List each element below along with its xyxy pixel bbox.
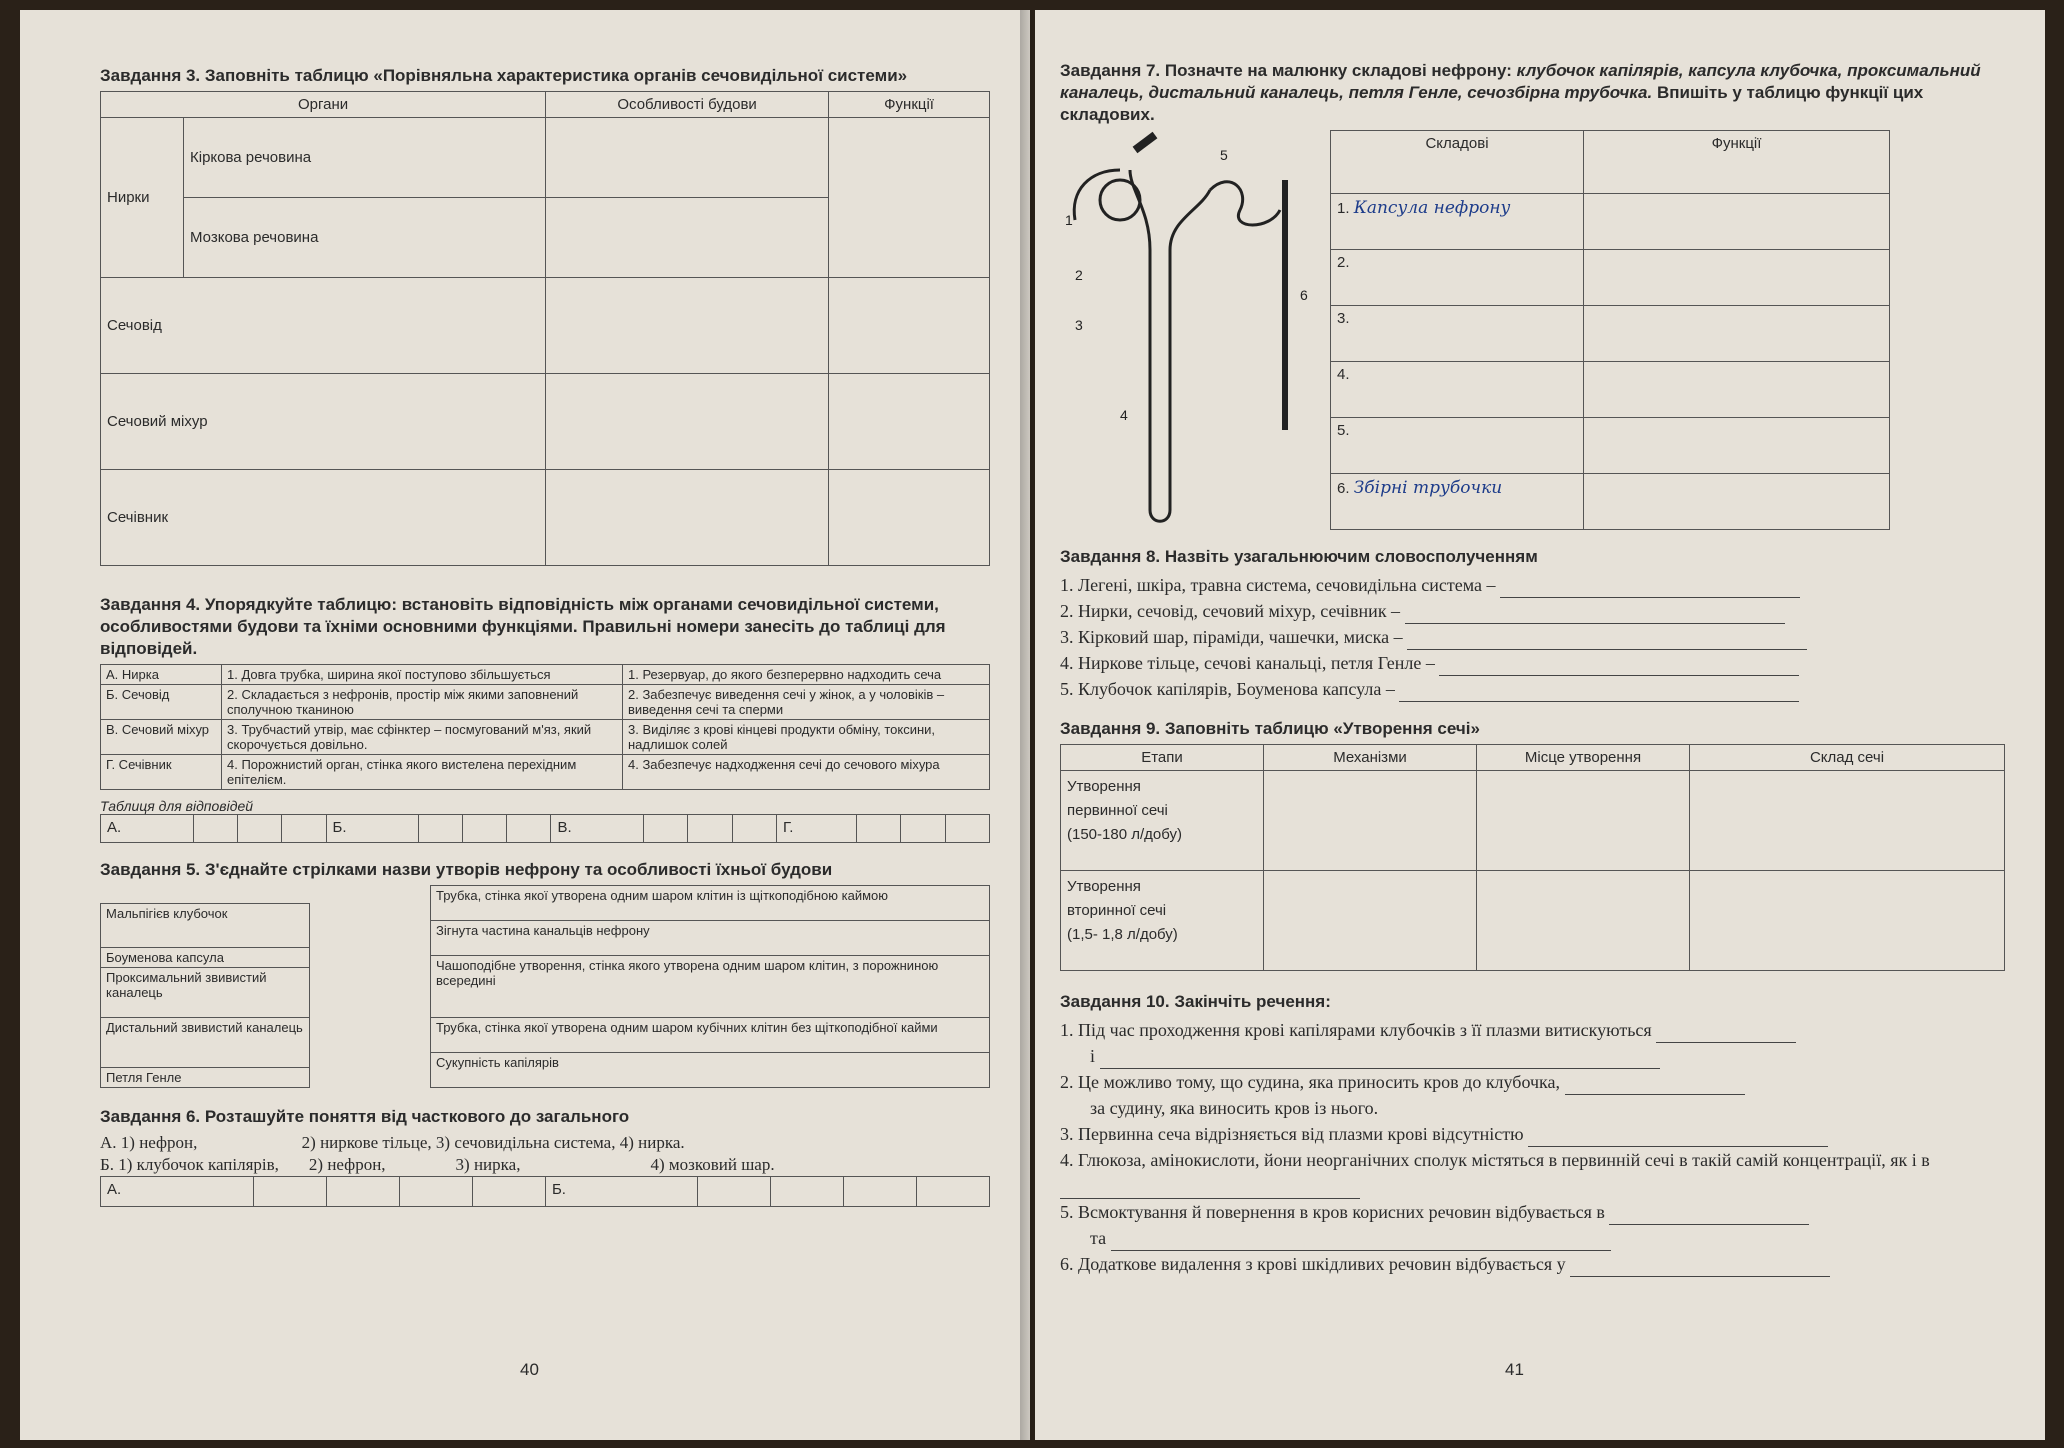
t5-left-item[interactable]: Дистальний звивистий каналець — [101, 1018, 310, 1068]
t3-kidney: Нирки — [101, 118, 184, 278]
t5-right-item[interactable]: Зігнута частина канальців нефрону — [431, 921, 990, 956]
t9-header-place: Місце утворення — [1477, 745, 1690, 771]
t7-title-end: Впишіть у таблицю функції цих складових. — [1060, 83, 1924, 124]
t10-text: 1. Під час проходження крові капілярами клубочків з її плазми витискуються — [1060, 1020, 1652, 1040]
t6-answer-table — [100, 1176, 990, 1207]
t3-medulla: Мозкова речовина — [184, 198, 546, 278]
t4-answer-cell[interactable] — [193, 815, 237, 843]
t10-text: 4. Глюкоза, амінокислоти, йони неорганічних сполук містяться в первинній сечі в такій самій концентрації, як і в — [1060, 1150, 1930, 1170]
task8-title: Завдання 8. Назвіть узагальнюючим словосполученням — [1060, 547, 1538, 566]
t8-blank[interactable] — [1407, 631, 1807, 650]
t3-row-urethra: Сечівник — [101, 470, 546, 566]
t7-cell[interactable] — [1584, 474, 1890, 530]
diagram-label-6: 6 — [1300, 287, 1308, 303]
page-number-right: 41 — [1505, 1360, 1524, 1379]
t4-organ: Б. Сечовід — [101, 685, 222, 720]
t7-cell[interactable] — [1584, 306, 1890, 362]
t3-cell[interactable] — [546, 198, 829, 278]
t4-structure: 1. Довга трубка, ширина якої поступово збільшується — [222, 665, 623, 685]
t10-item — [1060, 1017, 2005, 1043]
t4-answer-cell[interactable] — [945, 815, 989, 843]
t10-blank[interactable] — [1609, 1206, 1809, 1225]
t7-num: 1. — [1337, 200, 1350, 217]
t7-num: 2. — [1337, 254, 1350, 271]
t7-num: 6. — [1337, 480, 1350, 497]
t9-stage-text: (1,5- 1,8 л/добу) — [1067, 926, 1178, 943]
diagram-label-1: 1 — [1065, 212, 1073, 228]
t6-answer-cell[interactable] — [472, 1177, 545, 1207]
t10-blank[interactable] — [1111, 1232, 1611, 1251]
t3-cortex: Кіркова речовина — [184, 118, 546, 198]
task10-list — [1060, 1017, 2005, 1277]
t9-stage-text: (150-180 л/добу) — [1067, 826, 1182, 843]
t7-cell[interactable] — [1584, 418, 1890, 474]
t8-blank[interactable] — [1439, 657, 1799, 676]
task3-title: Завдання 3. Заповніть таблицю «Порівняльна характеристика органів сечовидільної системи» — [100, 66, 908, 85]
t4-answer-table — [100, 814, 990, 843]
t3-cell[interactable] — [829, 118, 990, 278]
t3-header-organs: Органи — [101, 92, 546, 118]
t7-header-components: Складові — [1331, 131, 1584, 194]
t10-item — [1060, 1069, 2005, 1095]
t8-item — [1060, 650, 2005, 676]
t8-blank[interactable] — [1399, 683, 1799, 702]
t10-text: і — [1090, 1046, 1096, 1066]
t7-row-3[interactable] — [1331, 306, 1584, 362]
t9-stage-text: Утворення — [1067, 778, 1141, 795]
t4-function: 4. Забезпечує надходження сечі до сечового міхура — [623, 755, 990, 790]
t10-text: та — [1090, 1228, 1107, 1248]
t9-header-composition: Склад сечі — [1690, 745, 2005, 771]
t6-answer-cell[interactable] — [326, 1177, 399, 1207]
distal-tubule — [1210, 182, 1280, 225]
t6-line-b — [100, 1154, 990, 1176]
task7-table — [1330, 130, 1890, 530]
left-page — [20, 10, 1030, 1440]
t6-line-a — [100, 1132, 990, 1154]
t10-item — [1060, 1251, 2005, 1277]
t3-cell[interactable] — [546, 118, 829, 198]
t4-function: 3. Виділяє з крові кінцеві продукти обміну, токсини, надлишок солей — [623, 720, 990, 755]
task9-table — [1060, 744, 2005, 971]
t7-num: 3. — [1337, 310, 1350, 327]
t6-answer-b: Б. — [545, 1177, 697, 1207]
t6-answer-cell[interactable] — [770, 1177, 843, 1207]
t4-structure: 3. Трубчастий утвір, має сфінктер – посмугований м'яз, який скорочується довільно. — [222, 720, 623, 755]
t7-cell[interactable] — [1584, 362, 1890, 418]
t3-row-bladder: Сечовий міхур — [101, 374, 546, 470]
task7-title — [1060, 60, 2005, 126]
t10-text: 6. Додаткове видалення з крові шкідливих речовин відбувається у — [1060, 1254, 1566, 1274]
t8-item — [1060, 676, 2005, 702]
t8-text: 3. Кірковий шар, піраміди, чашечки, миска – — [1060, 627, 1403, 647]
t8-blank[interactable] — [1405, 605, 1785, 624]
t6-answer-cell[interactable] — [843, 1177, 916, 1207]
t6-a-part: А. 1) нефрон, — [100, 1133, 198, 1152]
t4-organ: В. Сечовий міхур — [101, 720, 222, 755]
t4-answer-cell[interactable] — [732, 815, 776, 843]
t7-row-1[interactable] — [1331, 194, 1584, 250]
t4-organ: Г. Сечівник — [101, 755, 222, 790]
page-number-left: 40 — [520, 1360, 539, 1379]
t5-right-item[interactable]: Трубка, стінка якої утворена одним шаром кубічних клітин без щіткоподібної кайми — [431, 1017, 990, 1052]
t10-text: 3. Первинна сеча відрізняється від плазми крові відсутністю — [1060, 1124, 1524, 1144]
t7-title-lead: Завдання 7. Позначте на малюнку складові нефрону: — [1060, 61, 1512, 80]
t5-left-table — [100, 903, 310, 1088]
t10-item — [1060, 1147, 2005, 1199]
t6-answer-cell[interactable] — [253, 1177, 326, 1207]
t5-left-item[interactable]: Проксимальний звивистий каналець — [101, 968, 310, 1018]
t4-answer-g: Г. — [777, 815, 857, 843]
t4-answer-cell[interactable] — [418, 815, 462, 843]
t7-cell[interactable] — [1584, 250, 1890, 306]
t4-function: 1. Резервуар, до якого безперервно надходить сеча — [623, 665, 990, 685]
t8-item — [1060, 598, 2005, 624]
t9-cell[interactable] — [1264, 771, 1477, 871]
t4-answer-cell[interactable] — [507, 815, 551, 843]
t10-blank[interactable] — [1100, 1050, 1660, 1069]
t10-text: 5. Всмоктування й повернення в кров корисних речовин відбувається в — [1060, 1202, 1605, 1222]
t7-title-components: клубочок капілярів, капсула клубочка, проксимальний каналець, дистальний каналець, петля Генле, сечозбірна трубочка. — [1060, 61, 1981, 102]
t3-row-ureter: Сечовід — [101, 278, 546, 374]
diagram-label-3: 3 — [1075, 317, 1083, 333]
t6-answer-cell[interactable] — [916, 1177, 989, 1207]
t6-b-part: 3) нирка, — [455, 1155, 521, 1174]
t7-num: 5. — [1337, 422, 1350, 439]
t6-b-part: 4) мозковий шар. — [650, 1155, 775, 1174]
t10-blank[interactable] — [1656, 1024, 1796, 1043]
t5-left-item[interactable]: Мальпігієв клубочок — [101, 904, 310, 948]
task6-title: Завдання 6. Розташуйте поняття від часткового до загального — [100, 1107, 630, 1126]
t3-header-structure: Особливості будови — [546, 92, 829, 118]
right-page — [1035, 10, 2045, 1440]
t10-item — [1060, 1043, 2005, 1069]
t6-answer-cell[interactable] — [399, 1177, 472, 1207]
task5-title: Завдання 5. З'єднайте стрілками назви утворів нефрону та особливості їхньої будови — [100, 860, 833, 879]
t4-function: 2. Забезпечує виведення сечі у жінок, а у чоловіків – виведення сечі та сперми — [623, 685, 990, 720]
capsule — [1074, 170, 1120, 220]
t10-blank[interactable] — [1565, 1076, 1745, 1095]
t8-blank[interactable] — [1500, 579, 1800, 598]
t3-cell[interactable] — [829, 470, 990, 566]
t5-left-item[interactable]: Петля Генле — [101, 1068, 310, 1088]
t9-stage-text: Утворення — [1067, 878, 1141, 895]
t7-row-4[interactable] — [1331, 362, 1584, 418]
t3-cell[interactable] — [829, 278, 990, 374]
t7-num: 4. — [1337, 366, 1350, 383]
t10-item — [1060, 1095, 2005, 1121]
t10-blank[interactable] — [1570, 1258, 1830, 1277]
task4-title: Завдання 4. Упорядкуйте таблицю: встановіть відповідність між органами сечовидільної системи, особливостями будови та їхніми основними функціями. Правильні номери занесіть до таблиці для відповідей. — [100, 595, 946, 658]
diagram-label-5: 5 — [1220, 147, 1228, 163]
t10-item — [1060, 1121, 2005, 1147]
nephron-loop-descending — [1130, 170, 1150, 510]
t7-handwriting: Капсула нефрону — [1353, 198, 1511, 218]
t10-text: за судину, яка виносить кров із нього. — [1090, 1098, 1379, 1118]
t10-item — [1060, 1199, 2005, 1225]
t10-item — [1060, 1225, 2005, 1251]
t6-b-part: Б. 1) клубочок капілярів, — [100, 1155, 279, 1174]
diagram-label-2: 2 — [1075, 267, 1083, 283]
t4-answer-cell[interactable] — [688, 815, 732, 843]
t3-header-functions: Функції — [829, 92, 990, 118]
t7-handwriting: Збірні трубочки — [1353, 478, 1503, 498]
t8-text: 5. Клубочок капілярів, Боуменова капсула – — [1060, 679, 1395, 699]
t7-cell[interactable] — [1584, 194, 1890, 250]
t4-answer-cell[interactable] — [282, 815, 326, 843]
t9-header-mechanisms: Механізми — [1264, 745, 1477, 771]
t10-blank[interactable] — [1528, 1128, 1828, 1147]
t4-structure: 4. Порожнистий орган, стінка якого вистелена перехідним епітелієм. — [222, 755, 623, 790]
t5-right-item[interactable]: Трубка, стінка якої утворена одним шаром клітин із щіткоподібною каймою — [431, 886, 990, 921]
t4-answer-v: В. — [551, 815, 644, 843]
glomerulus — [1100, 180, 1140, 220]
t4-organ: А. Нирка — [101, 665, 222, 685]
t4-answer-caption: Таблиця для відповідей — [100, 798, 254, 814]
task4-table — [100, 664, 990, 790]
t5-right-item[interactable]: Чашоподібне утворення, стінка якого утворена одним шаром клітин, з порожниною всередині — [431, 956, 990, 1017]
t8-text: 4. Ниркове тільце, сечові канальці, петля Генле – — [1060, 653, 1435, 673]
t9-cell[interactable] — [1477, 771, 1690, 871]
t9-cell[interactable] — [1264, 871, 1477, 971]
t4-answer-a: А. — [101, 815, 194, 843]
t5-right-item[interactable]: Сукупність капілярів — [431, 1052, 990, 1087]
t3-cell[interactable] — [546, 278, 829, 374]
t3-cell[interactable] — [546, 374, 829, 470]
t4-structure: 2. Складається з нефронів, простір між якими заповнений сполучною тканиною — [222, 685, 623, 720]
task5-columns — [100, 885, 990, 1088]
t10-blank[interactable] — [1060, 1180, 1360, 1199]
t7-row-6[interactable] — [1331, 474, 1584, 530]
t6-a-part: 2) ниркове тільце, 3) сечовидільна система, 4) нирка. — [301, 1133, 685, 1152]
t9-stage-text: вторинної сечі — [1067, 902, 1167, 919]
t4-answer-cell[interactable] — [901, 815, 945, 843]
t10-text: 2. Це можливо тому, що судина, яка приносить кров до клубочка, — [1060, 1072, 1561, 1092]
t6-answer-a: А. — [101, 1177, 254, 1207]
t3-cell[interactable] — [546, 470, 829, 566]
t8-text: 1. Легені, шкіра, травна система, сечовидільна система – — [1060, 575, 1496, 595]
t6-answer-cell[interactable] — [697, 1177, 770, 1207]
t4-answer-cell[interactable] — [644, 815, 688, 843]
diagram-label-4: 4 — [1120, 407, 1128, 423]
t7-row-5[interactable] — [1331, 418, 1584, 474]
t9-cell[interactable] — [1477, 871, 1690, 971]
t7-row-2[interactable] — [1331, 250, 1584, 306]
t4-answer-cell[interactable] — [237, 815, 281, 843]
t4-answer-cell[interactable] — [462, 815, 506, 843]
t4-answer-b: Б. — [326, 815, 418, 843]
nephron-loop-ascending — [1170, 190, 1210, 510]
t9-cell[interactable] — [1690, 871, 2005, 971]
t7-header-functions: Функції — [1584, 131, 1890, 194]
t9-header-stages: Етапи — [1061, 745, 1264, 771]
task8-list — [1060, 572, 2005, 702]
t8-text: 2. Нирки, сечовід, сечовий міхур, сечівник – — [1060, 601, 1401, 621]
t5-left-item[interactable]: Боуменова капсула — [101, 948, 310, 968]
t9-stage-primary — [1061, 771, 1264, 871]
t5-right-table — [430, 885, 990, 1088]
t9-stage-text: первинної сечі — [1067, 802, 1168, 819]
t9-stage-secondary — [1061, 871, 1264, 971]
t6-b-part: 2) нефрон, — [308, 1155, 386, 1174]
t8-item — [1060, 572, 2005, 598]
t3-cell[interactable] — [829, 374, 990, 470]
nephron-diagram — [1060, 130, 1320, 530]
task10-title: Завдання 10. Закінчіть речення: — [1060, 992, 1331, 1011]
task3-table — [100, 91, 990, 566]
task7-body — [1060, 130, 2005, 530]
t4-answer-cell[interactable] — [856, 815, 900, 843]
t8-item — [1060, 624, 2005, 650]
task9-title: Завдання 9. Заповніть таблицю «Утворення сечі» — [1060, 719, 1480, 738]
t9-cell[interactable] — [1690, 771, 2005, 871]
